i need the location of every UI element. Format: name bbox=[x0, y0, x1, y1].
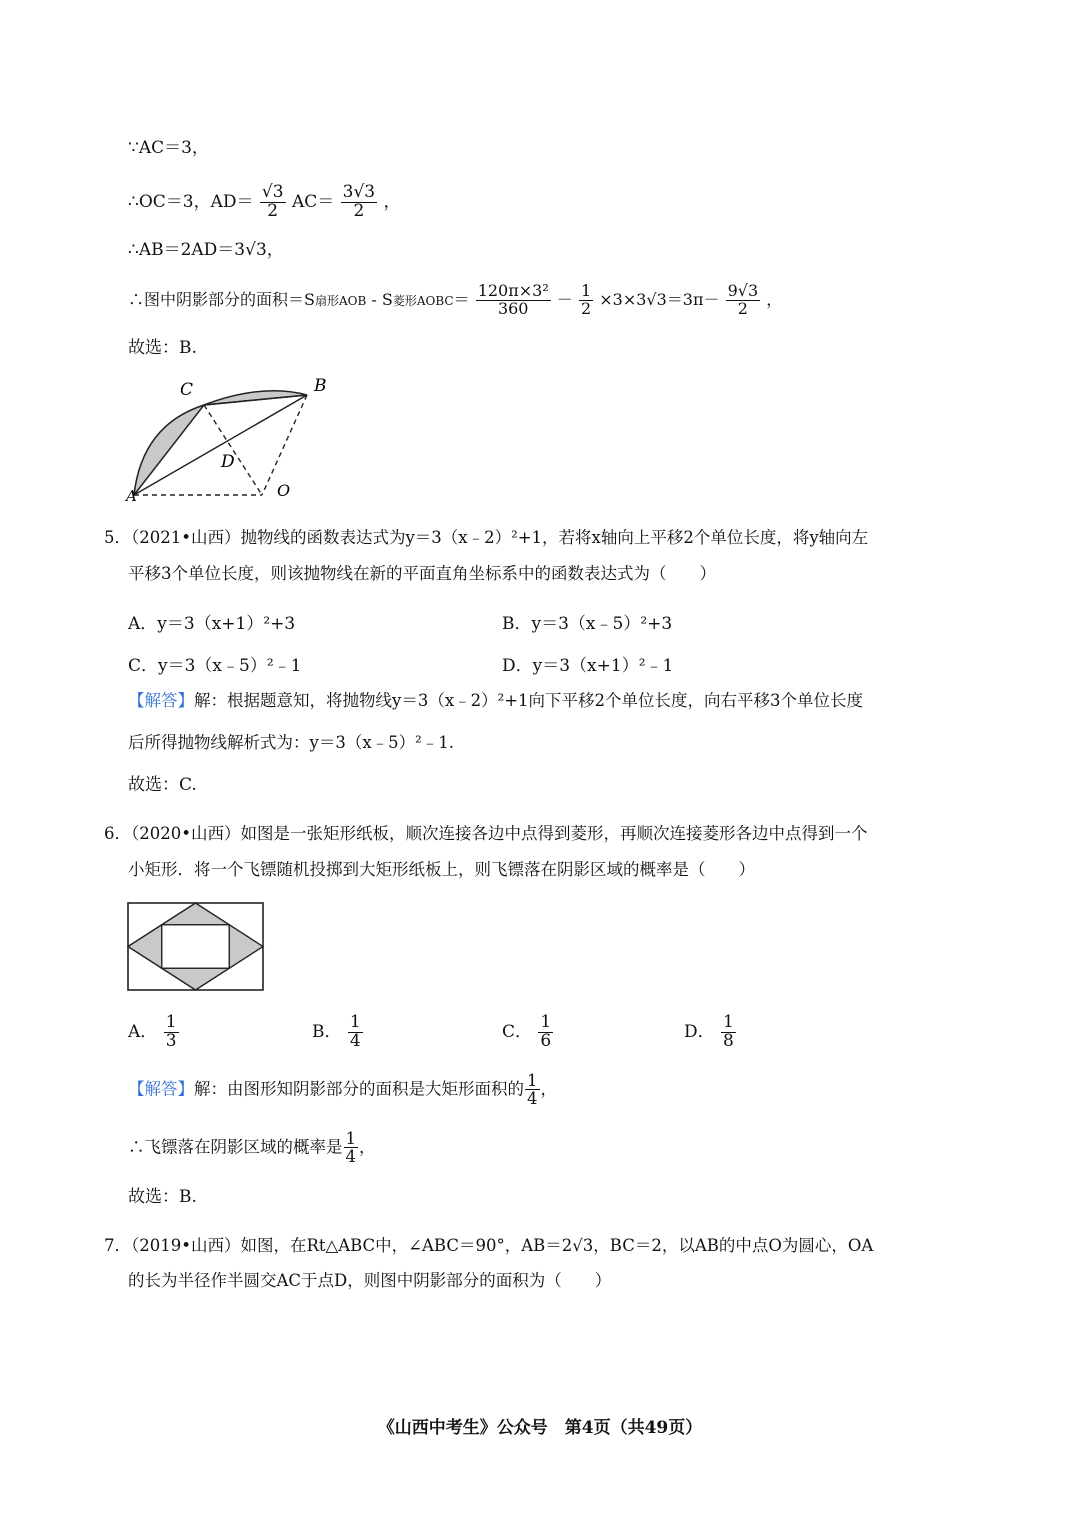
q6-solution-line-1 bbox=[128, 1072, 557, 1108]
inner-rectangle bbox=[162, 925, 230, 969]
q5-option-d[interactable]: D．y＝3（x+1）²﹣1 bbox=[502, 656, 674, 676]
q6-option-b[interactable] bbox=[312, 1014, 364, 1051]
q5-solution-line-2: 后所得抛物线解析式为：y＝3（x﹣5）²﹣1. bbox=[128, 733, 454, 752]
q5-line-2: 平移3个单位长度，则该抛物线在新的平面直角坐标系中的函数表达式为（ ） bbox=[128, 564, 716, 583]
fraction: $\frac{9√3}{2}$ bbox=[727, 281, 759, 318]
text-segment: ， bbox=[766, 289, 783, 309]
q5-option-c[interactable]: C．y＝3（x﹣5）²﹣1 bbox=[128, 656, 302, 676]
text-segment: - S bbox=[366, 289, 393, 309]
page-footer: 《山西中考生》公众号 第4页（共49页） bbox=[377, 1418, 703, 1438]
q5-option-a[interactable]: A．y＝3（x+1）²+3 bbox=[128, 614, 296, 634]
text-segment: 解：根据题意知，将抛物线y＝3（x﹣2）²+1向下平移2个单位长度，向右平移3个单位长度 bbox=[194, 691, 864, 710]
fraction: $\frac{1}{6}$ bbox=[540, 1012, 552, 1051]
q6-line-2: 小矩形．将一个飞镖随机投掷到大矩形纸板上，则飞镖落在阴影区域的概率是（ ） bbox=[128, 860, 755, 879]
option-label: D． bbox=[684, 1021, 715, 1042]
label-o: O bbox=[277, 481, 291, 500]
solution-line-2 bbox=[128, 184, 401, 221]
label-b: B bbox=[314, 376, 327, 396]
fraction: $\frac{\text{120π×3²}}{360}$ bbox=[477, 281, 549, 318]
text-segment: ， bbox=[359, 1137, 376, 1157]
dashed-bo bbox=[262, 395, 307, 495]
rectangle-rhombus-figure bbox=[126, 901, 266, 993]
sector-rhombus-figure bbox=[122, 375, 327, 505]
q6-option-d[interactable] bbox=[684, 1014, 737, 1051]
q6-option-c[interactable] bbox=[502, 1014, 554, 1051]
solution-tag: 【解答】 bbox=[128, 691, 194, 710]
answer-5: 故选：C. bbox=[128, 775, 197, 795]
shaded-segment-ac bbox=[134, 405, 204, 495]
q6-solution-line-2 bbox=[128, 1130, 376, 1166]
answer-6: 故选：B. bbox=[128, 1187, 197, 1207]
label-a: A bbox=[126, 487, 137, 505]
fraction: $\frac{3√3}{2}$ bbox=[342, 182, 376, 221]
option-label: C． bbox=[502, 1021, 533, 1042]
q5-option-b[interactable]: B．y＝3（x﹣5）²+3 bbox=[502, 614, 673, 634]
fraction: $\frac{1}{4}$ bbox=[345, 1129, 356, 1167]
q6-line-1: 6．（2020•山西）如图是一张矩形纸板，顺次连接各边中点得到菱形，再顺次连接菱形各边中点得到一个 bbox=[104, 824, 868, 843]
text-segment: 解：由图形知阴影部分的面积是大矩形面积的 bbox=[194, 1079, 524, 1099]
text-segment: － bbox=[556, 289, 573, 309]
fraction: $\frac{1}{3}$ bbox=[165, 1012, 177, 1051]
option-label: A． bbox=[128, 1021, 158, 1042]
text-segment: ×3×3√3＝3π－ bbox=[599, 289, 720, 309]
text-segment: ∴飞镖落在阴影区域的概率是 bbox=[128, 1137, 343, 1157]
text-segment: ∴OC＝3，AD＝ bbox=[128, 191, 254, 212]
solution-tag: 【解答】 bbox=[128, 1079, 194, 1099]
text-segment: ， bbox=[383, 191, 401, 212]
label-d: D bbox=[221, 452, 235, 472]
answer-4: 故选：B. bbox=[128, 338, 197, 358]
q5-solution-line-1 bbox=[128, 693, 863, 710]
fraction: $\frac{1}{4}$ bbox=[527, 1071, 538, 1109]
solution-line-3: ∴AB＝2AD＝3√3， bbox=[128, 240, 284, 260]
option-label: B． bbox=[312, 1021, 342, 1042]
q7-line-1: 7．（2019•山西）如图，在Rt△ABC中，∠ABC＝90°，AB＝2√3，BC＝2，以AB的中点O为圆心，OA bbox=[104, 1236, 874, 1255]
text-segment: ＝ bbox=[453, 289, 470, 309]
solution-line-4 bbox=[128, 283, 782, 318]
text-segment: AC＝ bbox=[291, 191, 335, 212]
q6-option-a[interactable] bbox=[128, 1014, 180, 1051]
fraction: $\frac{1}{4}$ bbox=[349, 1012, 361, 1051]
text-segment: ， bbox=[540, 1079, 557, 1099]
label-c: C bbox=[180, 380, 194, 400]
q7-line-2: 的长为半径作半圆交AC于点D，则图中阴影部分的面积为（ ） bbox=[128, 1271, 612, 1290]
solution-line-1: ∵AC＝3， bbox=[128, 138, 209, 158]
q5-line-1: 5．（2021•山西）抛物线的函数表达式为y＝3（x﹣2）²+1，若将x轴向上平移2个单位长度，将y轴向左 bbox=[104, 528, 869, 547]
text-segment: ∴图中阴影部分的面积＝S bbox=[128, 289, 315, 309]
subscript: 扇形AOB bbox=[314, 293, 367, 308]
fraction: $\frac{1}{8}$ bbox=[723, 1012, 734, 1051]
fraction: $\frac{√3}{2}$ bbox=[261, 182, 284, 221]
fraction: $\frac{1}{2}$ bbox=[580, 281, 592, 318]
subscript: 菱形AOBC bbox=[392, 293, 454, 308]
